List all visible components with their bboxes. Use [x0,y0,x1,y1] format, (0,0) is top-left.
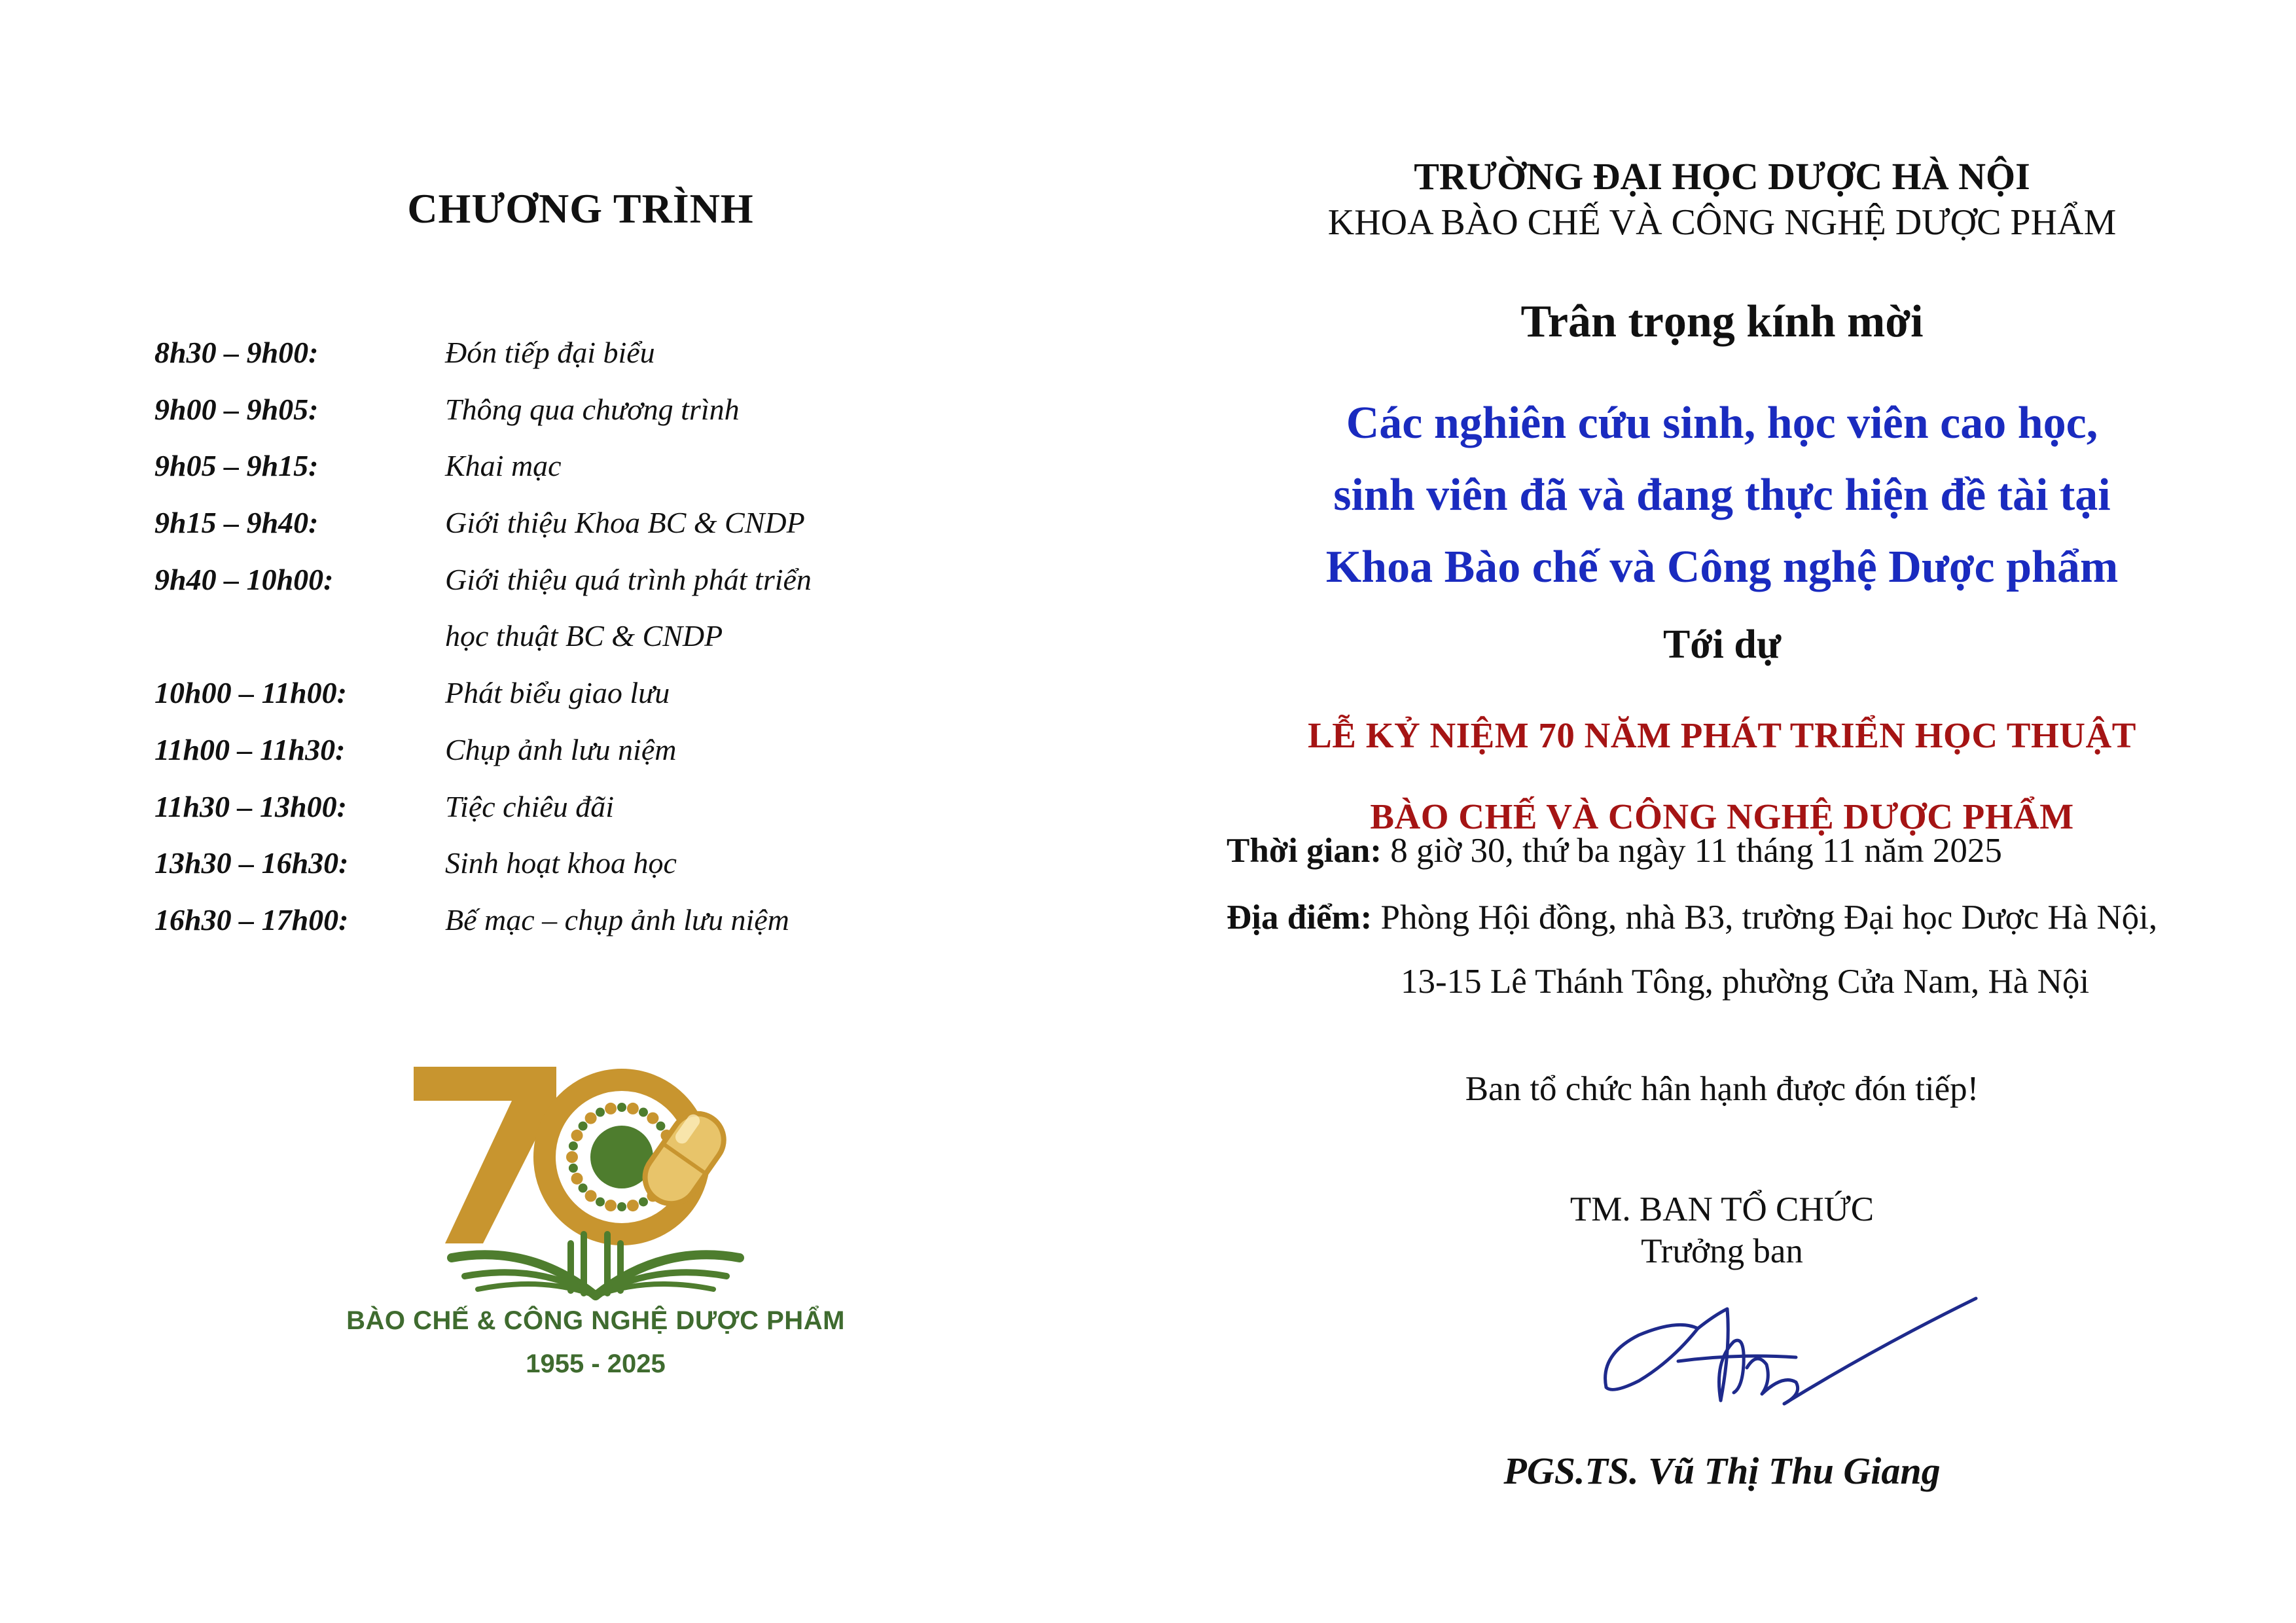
event-time [1227,831,2002,870]
anniversary-logo [340,1047,851,1414]
event-title-line: BÀO CHẾ VÀ CÔNG NGHỆ DƯỢC PHẨM [1370,796,2074,836]
schedule-activity: Đón tiếp đại biểu [445,336,655,369]
signing-role: Trưởng ban [1641,1232,1803,1270]
handwritten-signature [1600,1289,1979,1420]
invitation-panel [1148,0,2296,1623]
logo-emblem [340,1047,851,1309]
logo-years: 1955 - 2025 [526,1349,666,1378]
event-place [1227,898,2157,937]
logo-caption: BÀO CHẾ & CÔNG NGHỆ DƯỢC PHẨM [346,1306,845,1335]
signing-organization: TM. BAN TỔ CHỨC [1570,1190,1874,1228]
place-value: Phòng Hội đồng, nhà B3, trường Đại học Dược Hà Nội, [1380,899,2158,936]
schedule-activity: Phát biểu giao lưu [445,676,670,710]
schedule-time: 11h00 – 11h30: [154,732,346,766]
attend-line: Tới dự [1662,622,1782,667]
university-name: TRƯỜNG ĐẠI HỌC DƯỢC HÀ NỘI [1414,155,2030,198]
schedule-time: 9h40 – 10h00: [154,562,334,596]
schedule-time: 10h00 – 11h00: [154,676,347,710]
schedule-time: 8h30 – 9h00: [154,336,319,369]
time-value: 8 giờ 30, thứ ba ngày 11 tháng 11 năm 2025 [1390,832,2002,870]
invite-line: Trân trọng kính mời [1520,296,1924,347]
schedule-time: 9h05 – 9h15: [154,449,319,483]
schedule-activity: Chụp ảnh lưu niệm [445,732,677,766]
schedule-activity: Giới thiệu Khoa BC & CNDP [445,506,805,540]
schedule-activity: Sinh hoạt khoa học [445,846,677,880]
welcome-line: Ban tổ chức hân hạnh được đón tiếp! [1465,1070,1979,1108]
place-address: 13-15 Lê Thánh Tông, phường Cửa Nam, Hà Nội [1401,963,2090,1001]
event-title-line: LỄ KỶ NIỆM 70 NĂM PHÁT TRIỂN HỌC THUẬT [1308,715,2136,755]
schedule-time: 9h15 – 9h40: [154,506,319,540]
schedule-time: 11h30 – 13h00: [154,789,347,823]
schedule-time: 9h00 – 9h05: [154,392,319,426]
signer-name: PGS.TS. Vũ Thị Thu Giang [1503,1450,1941,1492]
schedule-activity: học thuật BC & CNDP [445,619,723,653]
guest-line: Khoa Bào chế và Công nghệ Dược phẩm [1325,542,2119,592]
schedule-time: 13h30 – 16h30: [154,846,349,880]
guest-line: sinh viên đã và đang thực hiện đề tài tại [1333,470,2111,520]
schedule-activity: Tiệc chiêu đãi [445,789,615,823]
schedule-activity: Khai mạc [445,449,562,483]
schedule-activity: Giới thiệu quá trình phát triển [445,562,812,596]
guest-line: Các nghiên cứu sinh, học viên cao học, [1346,398,2098,448]
place-label: Địa điểm: [1227,899,1372,936]
faculty-name: KHOA BÀO CHẾ VÀ CÔNG NGHỆ DƯỢC PHẨM [1327,202,2117,243]
schedule-time: 16h30 – 17h00: [154,902,349,936]
schedule-activity: Thông qua chương trình [445,392,740,426]
guest-list [1148,387,2296,603]
program-title: CHƯƠNG TRÌNH [407,185,754,232]
time-label: Thời gian: [1227,832,1382,870]
schedule-activity: Bế mạc – chụp ảnh lưu niệm [445,902,789,936]
